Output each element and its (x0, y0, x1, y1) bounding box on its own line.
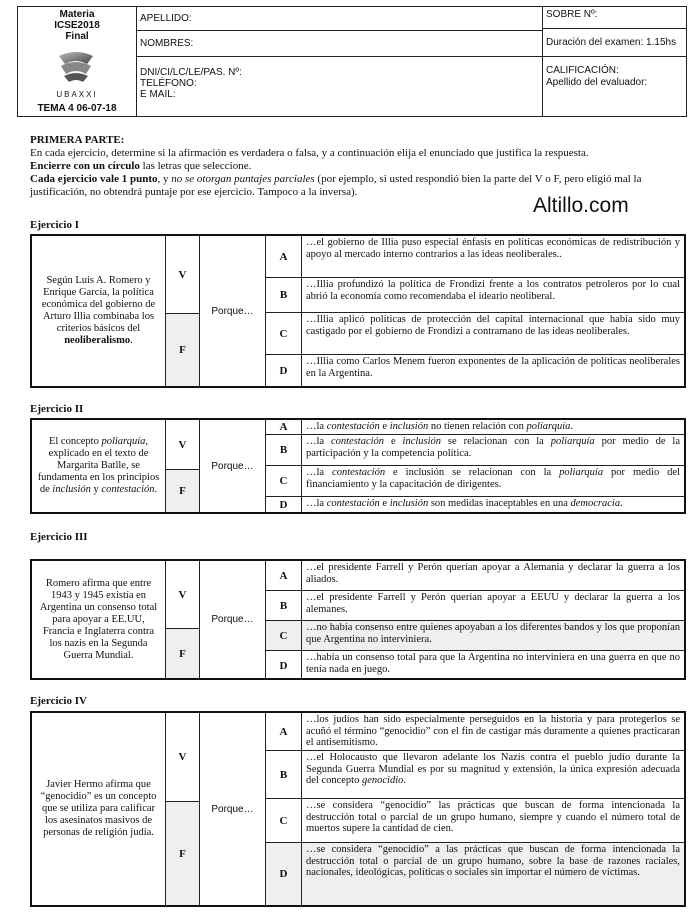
course-info-cell (18, 7, 137, 116)
points-rest: (por ejemplo, si usted respondió bien la parte del V o F, pero eligió mal la justificación, no obtendrá puntaje por ese ejercicio. Tampoco a la inversa). (30, 173, 642, 198)
justification-option[interactable] (266, 591, 684, 621)
instructions (30, 134, 685, 199)
option-text: …había un consenso total para que la Argentina no interviniera en una guerra en que no tenía nada en juego. (306, 652, 680, 675)
option-text: …la contestación e inclusión se relacionan con la poliarquía por medio del financiamiento y la capacitación de dirigentes. (306, 467, 680, 490)
option-text: …el presidente Farrell y Perón querían apoyar a Alemania y declarar la guerra a los aliados. (306, 562, 680, 585)
option-letter[interactable]: C (266, 799, 302, 842)
option-text: …la contestación e inclusión son medidas inaceptables en una democracia. (306, 498, 623, 509)
exercise-statement: El concepto poliarquía, explicado en el texto de Margarita Batlle, se fundamenta en los principios de inclusión y contestación. (32, 420, 166, 512)
dni-field[interactable]: DNI/CI/LC/LE/PAS. Nº: (140, 67, 242, 78)
exercise-statement: Según Luis A. Romero y Enrique García, la política económica del gobierno de Arturo Illia combinaba los criterios básicos del neoliberalismo. (32, 236, 166, 386)
true-option[interactable]: V (166, 561, 200, 629)
materia-label: Materia (59, 9, 95, 20)
instruction-bold: Encierre con un círculo (30, 160, 140, 172)
exercise-title: Ejercicio III (30, 531, 88, 543)
option-text: …la contestación e inclusión no tienen relación con poliarquía. (306, 421, 574, 432)
option-text: …el gobierno de Illia puso especial énfasis en políticas económicas de redistribución y apoyo al mercado interno contrarios a las ideas neoliberales.. (306, 237, 680, 260)
option-text: …los judíos han sido especialmente perseguidos en la historia y para protegerlos se acuñó el término “genocidio” con el fin de castigar más duramente a quienes practicaran el antisemitismo. (306, 714, 680, 749)
telefono-field[interactable]: TELÉFONO: (140, 78, 197, 89)
exam-type: Final (65, 31, 89, 42)
exercise-table (30, 234, 686, 388)
justification-option[interactable] (266, 561, 684, 591)
justification-option[interactable] (266, 651, 684, 680)
email-field[interactable]: E MAIL: (140, 89, 176, 100)
apellido-field[interactable]: APELLIDO: (136, 7, 542, 31)
true-option[interactable]: V (166, 420, 200, 470)
instruction-line: En cada ejercicio, determine si la afirmación es verdadera o falsa, y a continuación elija el enunciado que justifica la respuesta. (30, 147, 589, 159)
option-text: …el presidente Farrell y Perón querían apoyar a EEUU y declarar la guerra a los alemanes. (306, 592, 680, 615)
option-text: …Illia profundizó la política de Frondizi frente a los contratos petroleros por lo cual abrió la economía como recomendaba el ideario neoliberal. (306, 279, 680, 302)
option-letter[interactable]: C (266, 313, 302, 354)
exam-admin-cell (542, 7, 686, 116)
exercise-statement: Javier Hermo afirma que “genocidio” es un concepto que se utiliza para calificar los asesinatos masivos de personas de religión judía. (32, 713, 166, 905)
option-text: …se considera “genocidio” a las prácticas que buscan de forma intencionada la destrucción total o parcial de un grupo humano, sobre la base de razones raciales, nacionales, ideológicas, políticas o sociales sin importar el número de víctimas. (302, 843, 684, 905)
option-letter[interactable]: A (266, 561, 302, 590)
exercise-statement: Romero afirma que entre 1943 y 1945 existía en Argentina un consenso total para apoyar a EE.UU, Francia e Inglaterra contra los nazis en la Segunda Guerra Mundial. (32, 561, 166, 678)
false-option[interactable]: F (166, 629, 200, 678)
porque-label: Porque… (200, 236, 266, 386)
justification-option[interactable] (266, 355, 684, 386)
option-letter[interactable]: C (266, 621, 302, 650)
points-mid: , y (157, 173, 172, 185)
points-italic: no se otorgan puntajes parciales (171, 173, 315, 185)
true-option[interactable]: V (166, 713, 200, 802)
option-letter[interactable]: B (266, 591, 302, 620)
exercise-title: Ejercicio IV (30, 695, 87, 707)
justification-option[interactable] (266, 278, 684, 313)
exercise-title: Ejercicio I (30, 219, 79, 231)
course-code: ICSE2018 (54, 20, 100, 31)
justification-option[interactable] (266, 466, 684, 497)
evaluador-label: Apellido del evaluador: (546, 77, 648, 88)
option-letter[interactable]: B (266, 278, 302, 312)
option-letter[interactable]: A (266, 713, 302, 750)
false-option[interactable]: F (166, 470, 200, 512)
justification-option[interactable] (266, 236, 684, 278)
exam-header (17, 6, 687, 117)
justification-options (266, 561, 684, 678)
justification-option[interactable] (266, 799, 684, 843)
true-option[interactable]: V (166, 236, 200, 314)
justification-option[interactable] (266, 497, 684, 512)
option-text: …Illia como Carlos Menem fueron exponentes de la aplicación de políticas neoliberales en la Argentina. (306, 356, 680, 379)
justification-option[interactable] (266, 713, 684, 751)
false-option[interactable]: F (166, 802, 200, 905)
justification-option[interactable] (266, 313, 684, 355)
option-letter[interactable]: B (266, 435, 302, 465)
ubaxxi-logo-icon (53, 48, 99, 94)
porque-label: Porque… (200, 713, 266, 905)
option-letter[interactable]: D (266, 497, 302, 512)
option-letter[interactable]: D (266, 651, 302, 680)
option-letter[interactable]: C (266, 466, 302, 496)
option-letter[interactable]: D (266, 355, 302, 386)
duration-label: Duración del examen: 1.15hs (542, 29, 686, 57)
option-text: …el Holocausto que llevaron adelante los Nazis contra el pueblo judío durante la Segunda Guerra Mundial es por su magnitud y extensión, la única expresión adecuada del concepto genocidio. (306, 752, 680, 787)
option-letter[interactable]: B (266, 751, 302, 798)
course-info (18, 9, 136, 42)
exercise-table (30, 418, 686, 514)
porque-label: Porque… (200, 561, 266, 678)
watermark: Altillo.com (533, 194, 629, 217)
exercise-table (30, 711, 686, 907)
contact-fields[interactable] (136, 57, 542, 116)
logo-text: UBAXXI (56, 90, 98, 99)
instruction-rest: las letras que seleccione. (139, 160, 252, 172)
student-info-cell (136, 7, 543, 116)
justification-options (266, 420, 684, 512)
option-letter[interactable]: A (266, 236, 302, 277)
option-text: …se considera “genocidio” las prácticas que buscan de forma intencionada la destrucción total o parcial de un grupo humano, siempre y cuando el número total de muertos supere la cantidad de cien. (306, 800, 680, 835)
exam-theme: TEMA 4 06-07-18 (37, 103, 117, 114)
option-text: …Illia aplicó políticas de protección del capital internacional que había sido muy castigado por el gobierno de Frondizi a contramano de las ideas neoliberales. (306, 314, 680, 337)
false-option[interactable]: F (166, 314, 200, 386)
option-letter[interactable]: A (266, 420, 302, 434)
grading-fields (542, 57, 686, 116)
justification-option[interactable] (266, 435, 684, 466)
calificacion-label: CALIFICACIÓN: (546, 65, 619, 76)
justification-options (266, 713, 684, 905)
nombres-field[interactable]: NOMBRES: (136, 31, 542, 57)
porque-label: Porque… (200, 420, 266, 512)
points-bold: Cada ejercicio vale 1 punto (30, 173, 158, 185)
option-text: …la contestación e inclusión se relacionan con la poliarquía por medio de la participación y la competencia política. (306, 436, 681, 459)
instruction-line-2 (30, 160, 685, 173)
exercise-table (30, 559, 686, 680)
justification-option[interactable] (266, 621, 684, 651)
option-letter[interactable]: D (266, 843, 302, 905)
justification-option[interactable] (266, 420, 684, 435)
exercise-title: Ejercicio II (30, 403, 84, 415)
justification-option[interactable] (266, 843, 684, 905)
justification-option[interactable] (266, 751, 684, 799)
option-text: …no había consenso entre quienes apoyaban a los diferentes bandos y los que proponían que Argentina no interviniera. (302, 621, 684, 650)
section-title: PRIMERA PARTE: (30, 134, 125, 146)
sobre-field[interactable]: SOBRE Nº: (542, 7, 686, 29)
justification-options (266, 236, 684, 386)
